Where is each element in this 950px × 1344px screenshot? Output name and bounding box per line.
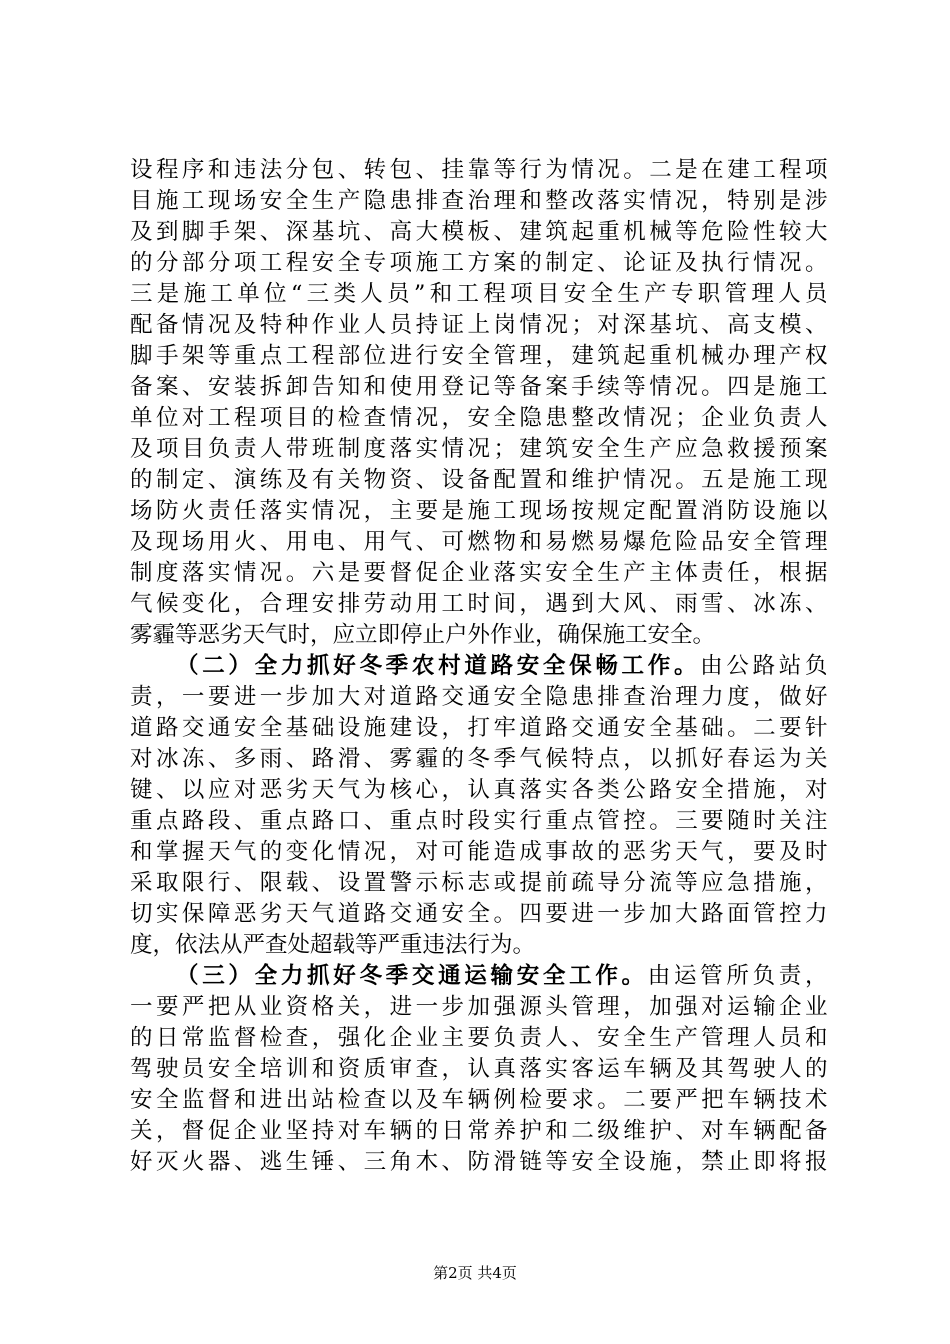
line-text: 由运管所负责， [647, 963, 832, 989]
section-heading: （二）全力抓好冬季农村道路安全保畅工作。 [176, 653, 701, 679]
text-line [130, 1054, 831, 1085]
text-line [130, 682, 831, 713]
line-text: 驾驶员安全培训和资质审查，认真落实客运车辆及其驾驶人的 [130, 1056, 831, 1082]
text-line [130, 806, 831, 837]
line-text: 重点路段、重点路口、重点时段实行重点管控。三要随时关注 [130, 808, 831, 834]
line-text: 和掌握天气的变化情况，对可能造成事故的恶劣天气，要及时 [130, 839, 831, 865]
line-text: 场防火责任落实情况，主要是施工现场按规定配置消防设施以 [130, 498, 831, 524]
line-text: 及现场用火、用电、用气、可燃物和易燃易爆危险品安全管理 [130, 529, 831, 555]
line-text: 对冰冻、多雨、路滑、雾霾的冬季气候特点，以抓好春运为关 [130, 746, 831, 772]
line-text: 道路交通安全基础设施建设，打牢道路交通安全基础。二要针 [130, 715, 831, 741]
line-text: 制度落实情况。六是要督促企业落实安全生产主体责任，根据 [130, 560, 831, 586]
line-text: 由公路站负 [700, 653, 832, 679]
text-line [130, 217, 831, 248]
text-line [130, 1147, 831, 1178]
text-line [130, 899, 831, 930]
text-line [130, 372, 831, 403]
text-line [130, 589, 831, 620]
text-line [130, 403, 831, 434]
text-line [130, 775, 831, 806]
text-line [130, 868, 831, 899]
text-line [130, 1023, 831, 1054]
text-line [130, 558, 831, 589]
line-text: 设程序和违法分包、转包、挂靠等行为情况。二是在建工程项 [130, 157, 831, 183]
line-text: 度，依法从严查处超载等严重违法行为。 [130, 932, 536, 958]
line-text: 备案、安装拆卸告知和使用登记等备案手续等情况。四是施工 [130, 374, 831, 400]
text-line [130, 620, 828, 651]
line-text: 的日常监督检查，强化企业主要负责人、安全生产管理人员和 [130, 1025, 831, 1051]
text-line [130, 186, 831, 217]
line-text: 及到脚手架、深基坑、高大模板、建筑起重机械等危险性较大 [130, 219, 831, 245]
line-text: 的分部分项工程安全专项施工方案的制定、论证及执行情况。 [130, 250, 831, 276]
text-line [130, 713, 831, 744]
line-text: 三是施工单位“三类人员”和工程项目安全生产专职管理人员 [130, 281, 832, 307]
line-text: 气候变化，合理安排劳动用工时间，遇到大风、雨雪、冰冻、 [130, 591, 831, 617]
section-heading: （三）全力抓好冬季交通运输安全工作。 [176, 963, 648, 989]
text-line [130, 279, 832, 310]
line-text: 安全监督和进出站检查以及车辆例检要求。二要严把车辆技术 [130, 1087, 831, 1113]
line-text: 好灭火器、逃生锤、三角木、防滑链等安全设施，禁止即将报 [130, 1149, 831, 1175]
line-text: 配备情况及特种作业人员持证上岗情况；对深基坑、高支模、 [130, 312, 831, 338]
line-text: 及项目负责人带班制度落实情况；建筑安全生产应急救援预案 [130, 436, 831, 462]
text-line [130, 930, 828, 961]
text-line [130, 744, 831, 775]
text-line [130, 465, 831, 496]
line-text: 切实保障恶劣天气道路交通安全。四要进一步加大路面管控力 [130, 901, 831, 927]
text-line [130, 155, 831, 186]
text-line [130, 341, 831, 372]
text-line [130, 310, 831, 341]
line-text: 键、以应对恶劣天气为核心，认真落实各类公路安全措施，对 [130, 777, 831, 803]
text-line [130, 496, 831, 527]
line-text: 采取限行、限载、设置警示标志或提前疏导分流等应急措施， [130, 870, 831, 896]
page-footer: 第2页 共4页 [433, 1264, 517, 1282]
text-line [130, 837, 831, 868]
line-text: 雾霾等恶劣天气时，应立即停止户外作业，确保施工安全。 [130, 622, 716, 648]
text-line [130, 527, 831, 558]
line-text: 责，一要进一步加大对道路交通安全隐患排查治理力度，做好 [130, 684, 831, 710]
line-text: 一要严把从业资格关，进一步加强源头管理，加强对运输企业 [130, 994, 831, 1020]
document-body [130, 155, 832, 1178]
text-line [130, 961, 832, 992]
text-line [130, 1085, 831, 1116]
text-line [130, 434, 831, 465]
line-text: 脚手架等重点工程部位进行安全管理，建筑起重机械办理产权 [130, 343, 831, 369]
text-line [130, 1116, 831, 1147]
line-text: 单位对工程项目的检查情况，安全隐患整改情况；企业负责人 [130, 405, 831, 431]
line-text: 目施工现场安全生产隐患排查治理和整改落实情况，特别是涉 [130, 188, 831, 214]
text-line [130, 651, 832, 682]
text-line [130, 992, 831, 1023]
line-text: 的制定、演练及有关物资、设备配置和维护情况。五是施工现 [130, 467, 831, 493]
text-line [130, 248, 831, 279]
line-text: 关，督促企业坚持对车辆的日常养护和二级维护、对车辆配备 [130, 1118, 831, 1144]
